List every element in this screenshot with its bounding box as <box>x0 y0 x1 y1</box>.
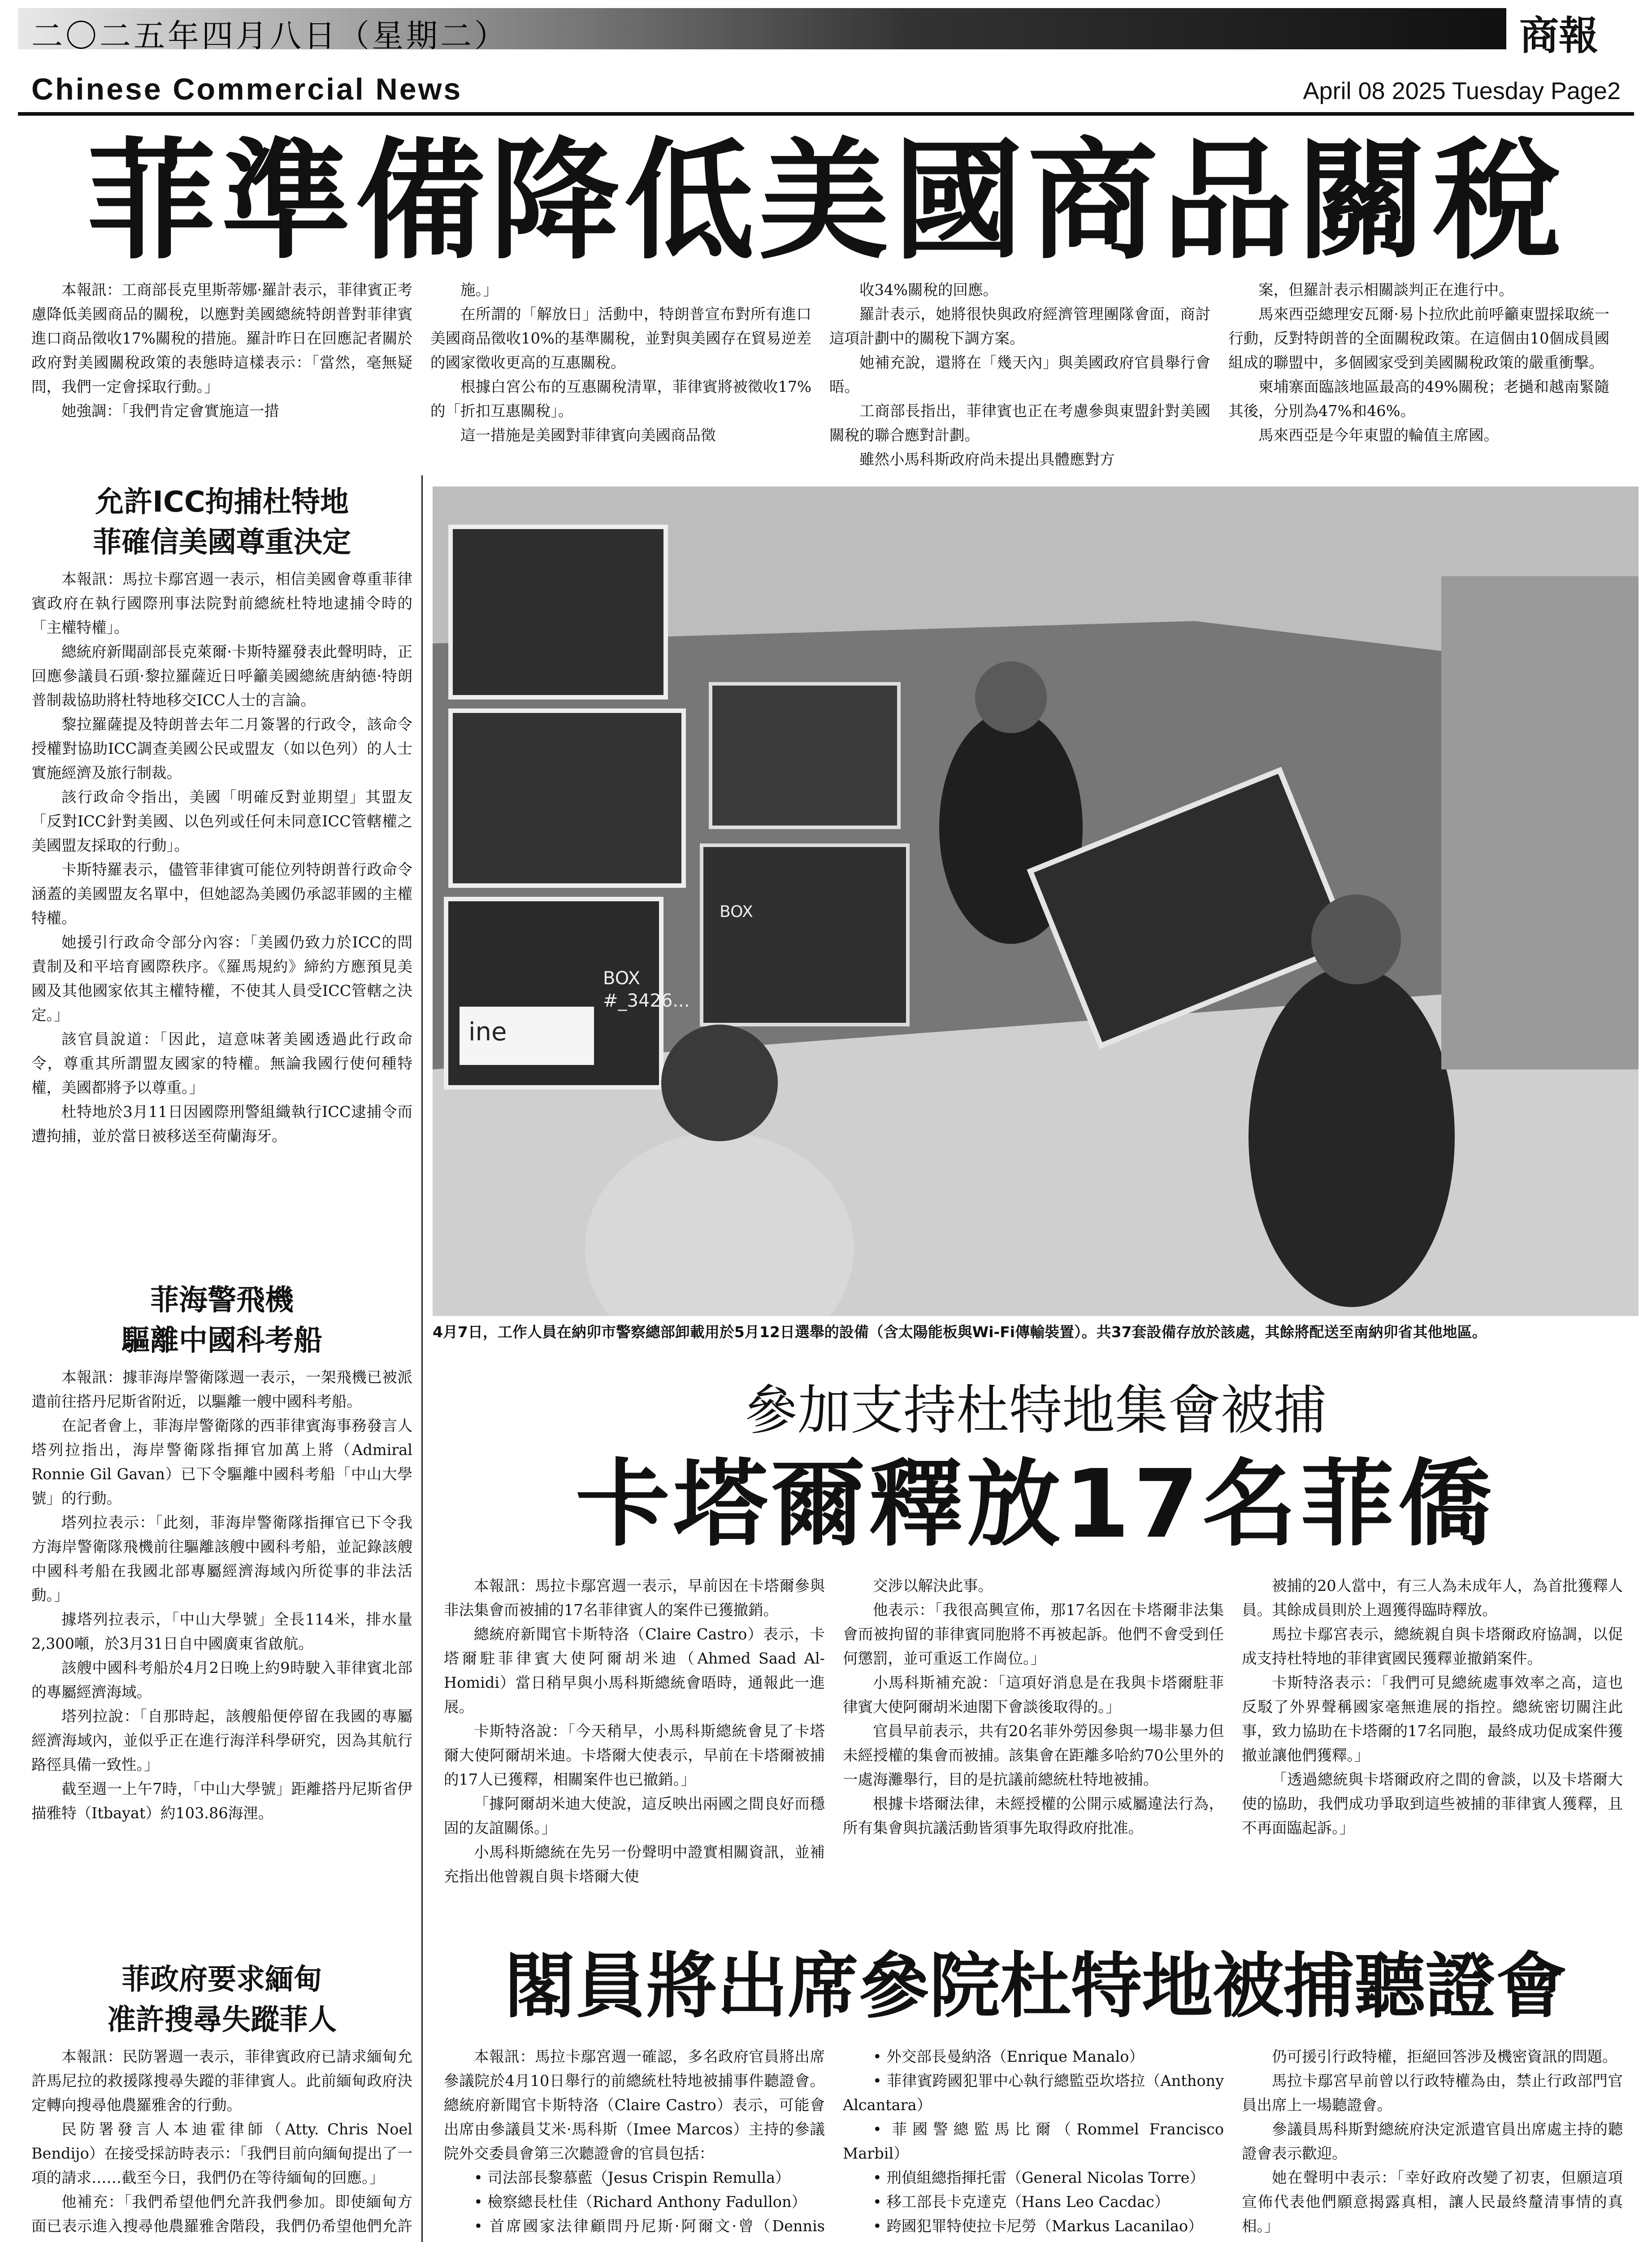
paragraph: 截至週一上午7時，「中山大學號」距離搭丹尼斯省伊描雅特（Itbayat）約103.86海浬。 <box>31 1780 412 1822</box>
paper-name: Chinese Commercial News <box>31 72 463 106</box>
paragraph: 參議員馬科斯對總統府決定派遣官員出席處主持的聽證會表示歡迎。 <box>1242 2120 1623 2162</box>
paragraph: 本報訊：據菲海岸警衛隊週一表示，一架飛機已被派遣前往搭丹尼斯省附近，以驅離一艘中國科考船。 <box>31 1369 412 1410</box>
box-label: BOX <box>720 903 753 921</box>
paragraph: 塔列拉說：「自那時起，該艘船便停留在我國的專屬經濟海域內，並似乎正在進行海洋科學研究，因為其航行路徑具備一致性。」 <box>31 1708 412 1773</box>
paragraph: 馬來西亞總理安瓦爾·易卜拉欣此前呼籲東盟採取統一行動，反對特朗普的全面關稅政策。在這個由10個成員國組成的聯盟中，多個國家受到美國關稅政策的嚴重衝擊。 <box>1228 305 1609 371</box>
paragraph: 她強調：「我們肯定會實施這一措 <box>61 402 279 420</box>
paragraph: 柬埔寨面臨該地區最高的49%關稅；老撾和越南緊隨其後，分別為47%和46%。 <box>1228 378 1609 420</box>
story-c-col-3 <box>1242 2045 1623 2242</box>
paragraph: 該艘中國科考船於4月2日晚上約9時駛入菲律賓北部的專屬經濟海域。 <box>31 1659 412 1701</box>
paragraph: 他表示：「我很高興宣佈，那17名因在卡塔爾非法集會而被拘留的菲律賓同胞將不再被起訴。他們不會受到任何懲罰，並可重返工作崗位。」 <box>843 1601 1224 1667</box>
paragraph: 在記者會上，菲海岸警衛隊的西菲律賓海事務發言人塔列拉指出，海岸警衛隊指揮官加萬上將（Admiral Ronnie Gil Gavan）已下令驅離中國科考船「中山大學號」的行動。 <box>31 1417 412 1507</box>
paragraph: 這一措施是美國對菲律賓向美國商品徵 <box>460 426 716 444</box>
paragraph: 杜特地於3月11日因國際刑警組織執行ICC逮捕令而遭拘捕，並於當日被移送至荷蘭海牙。 <box>31 1103 412 1145</box>
paragraph: 羅計表示，她將很快與政府經濟管理團隊會面，商討這項計劃中的關稅下調方案。 <box>829 305 1210 347</box>
subhead-icc <box>31 482 412 563</box>
paragraph <box>1242 2238 1623 2242</box>
paragraph: • 外交部長曼納洛（Enrique Manalo） <box>873 2048 1144 2065</box>
paragraph: 馬拉卡鄢宮表示，總統親自與卡塔爾政府協調，以促成支持杜特地的菲律賓國民獲釋並撤銷案件。 <box>1242 1625 1623 1667</box>
masthead-rule <box>18 112 1634 116</box>
story-b-kicker: 參加支持杜特地集會被捕 <box>744 1379 1327 1441</box>
paragraph: 施。」 <box>460 281 498 299</box>
paragraph <box>843 2238 1224 2242</box>
paragraph: 他補充：「我們希望他們允許我們參加。即使緬甸方面已表示進入搜尋他農羅雅舍階段，我們仍希望他們允許 <box>31 2193 412 2235</box>
paragraph: 她在聲明中表示：「幸好政府改變了初衷，但願這項宣佈代表他們願意揭露真相，讓人民最終釐清事情的真相。」 <box>1242 2169 1623 2235</box>
story-coastguard-body <box>31 1365 412 1948</box>
paragraph: 本報訊：馬拉卡鄢宮週一表示，早前因在卡塔爾參與非法集會而被捕的17名菲律賓人的案件已獲撤銷。 <box>444 1577 825 1619</box>
paragraph: • 檢察總長杜佳（Richard Anthony Fadullon） <box>474 2193 807 2211</box>
main-headline: 菲準備降低美國商品關稅 <box>86 126 1566 277</box>
subhead-line: 菲政府要求緬甸 <box>121 1963 322 1996</box>
paragraph: 她援引行政命令部分內容：「美國仍致力於ICC的問責制及和平培育國際秩序。《羅馬規約》締約方應預見美國及其他國家依其主權特權，不使其人員受ICC管轄之決定。」 <box>31 934 412 1024</box>
paragraph: 卡斯特洛表示：「我們可見總統處事效率之高，這也反駁了外界聲稱國家毫無進展的指控。總統密切關注此事，致力協助在卡塔爾的17名同胞，最終成功促成案件獲撤並讓他們獲釋。」 <box>1242 1674 1623 1764</box>
paragraph: 該行政命令指出，美國「明確反對並期望」其盟友「反對ICC針對美國、以色列或任何未同意ICC管轄權之美國盟友採取的行動」。 <box>31 788 412 854</box>
paragraph: 據塔列拉表示，「中山大學號」全長114米，排水量2,300噸，於3月31日自中國廣東省啟航。 <box>31 1611 412 1652</box>
paragraph: • 司法部長黎慕藍（Jesus Crispin Remulla） <box>474 2169 790 2186</box>
story-myanmar-body <box>31 2045 412 2242</box>
paragraph: 卡斯特羅表示，儘管菲律賓可能位列特朗普行政命令涵蓋的美國盟友名單中，但她認為美國仍承認菲國的主權特權。 <box>31 861 412 927</box>
paragraph: 她補充說，還將在「幾天內」與美國政府官員舉行會晤。 <box>829 354 1210 395</box>
subhead-coastguard <box>31 1280 412 1361</box>
paragraph: • 刑偵組總指揮托雷（General Nicolas Torre） <box>873 2169 1205 2186</box>
box-label: BOX <box>603 968 641 989</box>
box-brand-text: ine <box>468 1017 507 1047</box>
story-c-col-1 <box>444 2045 825 2242</box>
story-b-headline: 卡塔爾釋放17名菲僑 <box>575 1449 1496 1559</box>
paragraph: 馬拉卡鄢宮早前曾以行政特權為由，禁止行政部門官員出席上一場聽證會。 <box>1242 2072 1623 2114</box>
paragraph: 卡斯特洛說：「今天稍早，小馬科斯總統會見了卡塔爾大使阿爾胡米迪。卡塔爾大使表示，早前在卡塔爾被捕的17人已獲釋，相關案件也已撤銷。」 <box>444 1722 825 1788</box>
subhead-line: 菲海警飛機 <box>150 1284 294 1317</box>
subhead-line: 允許ICC拘捕杜特地 <box>95 486 349 519</box>
paragraph: 小馬科斯補充說：「這項好消息是在我與卡塔爾駐菲律賓大使阿爾胡米迪閣下會談後取得的。」 <box>843 1674 1224 1716</box>
paragraph: 黎拉羅薩提及特朗普去年二月簽署的行政令，該命令授權對協助ICC調查美國公民或盟友（如以色列）的人士實施經濟及旅行制裁。 <box>31 716 412 782</box>
paragraph: 根據白宮公布的互惠關稅清單，菲律賓將被徵收17%的「折扣互惠關稅」。 <box>430 378 811 420</box>
story-b-col-2 <box>843 1574 1224 1942</box>
paragraph: 總統府新聞官卡斯特洛（Claire Castro）表示，卡塔爾駐菲律賓大使阿爾胡米迪（Ahmed Saad Al-Homidi）當日稍早與小馬科斯總統會晤時，通報此一進展。 <box>444 1625 825 1716</box>
paragraph: 在所謂的「解放日」活動中，特朗普宣布對所有進口美國商品徵收10%的基準關稅，並對與美國存在貿易逆差的國家徵收更高的互惠關稅。 <box>430 305 811 371</box>
paragraph: 交涉以解決此事。 <box>873 1577 993 1595</box>
box-label: #_3426... <box>603 991 690 1011</box>
top-story-col-3 <box>829 278 1210 471</box>
story-c-headline: 閣員將出席參院杜特地被捕聽證會 <box>504 1945 1567 2028</box>
paragraph: 根據卡塔爾法律，未經授權的公開示威屬違法行為，所有集會與抗議活動皆須事先取得政府批准。 <box>843 1795 1224 1837</box>
paper-logo: 商報 <box>1519 12 1598 59</box>
paragraph: 被捕的20人當中，有三人為未成年人，為首批獲釋人員。其餘成員則於上週獲得臨時釋放。 <box>1242 1577 1623 1619</box>
paragraph: 本報訊：馬拉卡鄢宮週一表示，相信美國會尊重菲律賓政府在執行國際刑事法院對前總統杜特地逮捕令時的「主權特權」。 <box>31 570 412 636</box>
paragraph: 「透過總統與卡塔爾政府之間的會談，以及卡塔爾大使的協助，我們成功爭取到這些被捕的菲律賓人獲釋，且不再面臨起訴。」 <box>1242 1771 1623 1837</box>
story-icc-body <box>31 567 412 1267</box>
story-c-col-2 <box>843 2045 1224 2242</box>
paragraph: 仍可援引行政特權，拒絕回答涉及機密資訊的問題。 <box>1272 2048 1617 2065</box>
top-story-col-4 <box>1228 278 1609 471</box>
paragraph: 官員早前表示，共有20名菲外勞因參與一場非暴力但未經授權的集會而被捕。該集會在距離多哈約70公里外的一處海灘舉行，目的是抗議前總統杜特地被捕。 <box>843 1722 1224 1788</box>
paragraph: 該官員說道：「因此，這意味著美國透過此行政命令，尊重其所謂盟友國家的特權。無論我國行使何種特權，美國都將予以尊重。」 <box>31 1030 412 1096</box>
paragraph: • 移工部長卡克達克（Hans Leo Cacdac） <box>873 2193 1170 2211</box>
paragraph: 塔列拉表示：「此刻，菲海岸警衛隊指揮官已下令我方海岸警衛隊飛機前往驅離該艘中國科考船，並記錄該艘中國科考船在我國北部專屬經濟海域內所從事的非法活動。」 <box>31 1514 412 1604</box>
subhead-myanmar <box>31 1960 412 2040</box>
top-story-col-1 <box>31 278 412 471</box>
paragraph: 「據阿爾胡米迪大使說，這反映出兩國之間良好而穩固的友誼關係。」 <box>444 1795 825 1837</box>
left-column-divider <box>421 475 423 2242</box>
subhead-line: 菲確信美國尊重決定 <box>93 526 351 559</box>
paragraph: 雖然小馬科斯政府尚未提出具體應對方 <box>859 451 1115 468</box>
paragraph: 案，但羅計表示相關談判正在進行中。 <box>1258 281 1514 299</box>
news-photo <box>433 487 1639 1316</box>
paragraph: • 菲國警總監馬比爾（Rommel Francisco Marbil） <box>843 2120 1224 2162</box>
page-info: April 08 2025 Tuesday Page2 <box>1303 78 1621 104</box>
paragraph: • 首席國家法律顧問丹尼斯·阿爾文·曾（Dennis <box>474 2217 825 2235</box>
paragraph: • 跨國犯罪特使拉卡尼勞（Markus Lacanilao） <box>873 2217 1203 2235</box>
paragraph: 工商部長指出，菲律賓也正在考慮參與東盟針對美國關稅的聯合應對計劃。 <box>829 402 1210 444</box>
top-story-col-2 <box>430 278 811 471</box>
photo-caption: 4月7日，工作人員在納卯市警察總部卸載用於5月12日選舉的設備（含太陽能板與Wi-Fi傳輸裝置）。共37套設備存放於該處，其餘將配送至南納卯省其他地區。 <box>433 1323 1487 1341</box>
issue-date: 二〇二五年四月八日（星期二） <box>31 17 508 54</box>
paragraph: 本報訊：民防署週一表示，菲律賓政府已請求緬甸允許馬尼拉的救援隊搜尋失蹤的菲律賓人。此前緬甸政府決定轉向搜尋他農羅雅舍的行動。 <box>31 2048 412 2114</box>
paragraph: 本報訊：工商部長克里斯蒂娜·羅計表示，菲律賓正考慮降低美國商品的關稅，以應對美國總統特朗普對菲律賓進口商品徵收17%關稅的措施。羅計昨日在回應記者關於政府對美國關稅政策的表態時這樣表示：「當然，毫無疑問，我們一定會採取行動。」 <box>31 281 412 395</box>
paragraph: 民防署發言人本迪霍律師（Atty. Chris Noel Bendijo）在接受採訪時表示：「我們目前向緬甸提出了一項的請求……截至今日，我們仍在等待緬甸的回應。」 <box>31 2120 412 2186</box>
story-b-col-1 <box>444 1574 825 1942</box>
paragraph: 本報訊：馬拉卡鄢宮週一確認，多名政府官員將出席參議院於4月10日舉行的前總統杜特地被捕事件聽證會。總統府新聞官卡斯特洛（Claire Castro）表示，可能會出席由參議員艾米·馬科斯（Imee Marcos）主持的參議院外交委員會第三次聽證會的官員包括： <box>444 2048 825 2162</box>
paragraph: 總統府新聞副部長克萊爾·卡斯特羅發表此聲明時，正回應參議員石頭·黎拉羅薩近日呼籲美國總統唐納德·特朗普制裁協助將杜特地移交ICC人士的言論。 <box>31 643 412 709</box>
subhead-line: 驅離中國科考船 <box>121 1324 322 1357</box>
paragraph: 馬來西亞是今年東盟的輪值主席國。 <box>1258 426 1499 444</box>
paragraph: • 菲律賓跨國犯罪中心執行總監亞坎塔拉（Anthony Alcantara） <box>843 2072 1224 2114</box>
photo-illustration <box>433 487 1639 1316</box>
story-b-col-3 <box>1242 1574 1623 1942</box>
paragraph: 收34%關稅的回應。 <box>859 281 998 299</box>
subhead-line: 准許搜尋失蹤菲人 <box>107 2003 337 2037</box>
paragraph: 小馬科斯總統在先另一份聲明中證實相關資訊，並補充指出他曾親自與卡塔爾大使 <box>444 1843 825 1885</box>
